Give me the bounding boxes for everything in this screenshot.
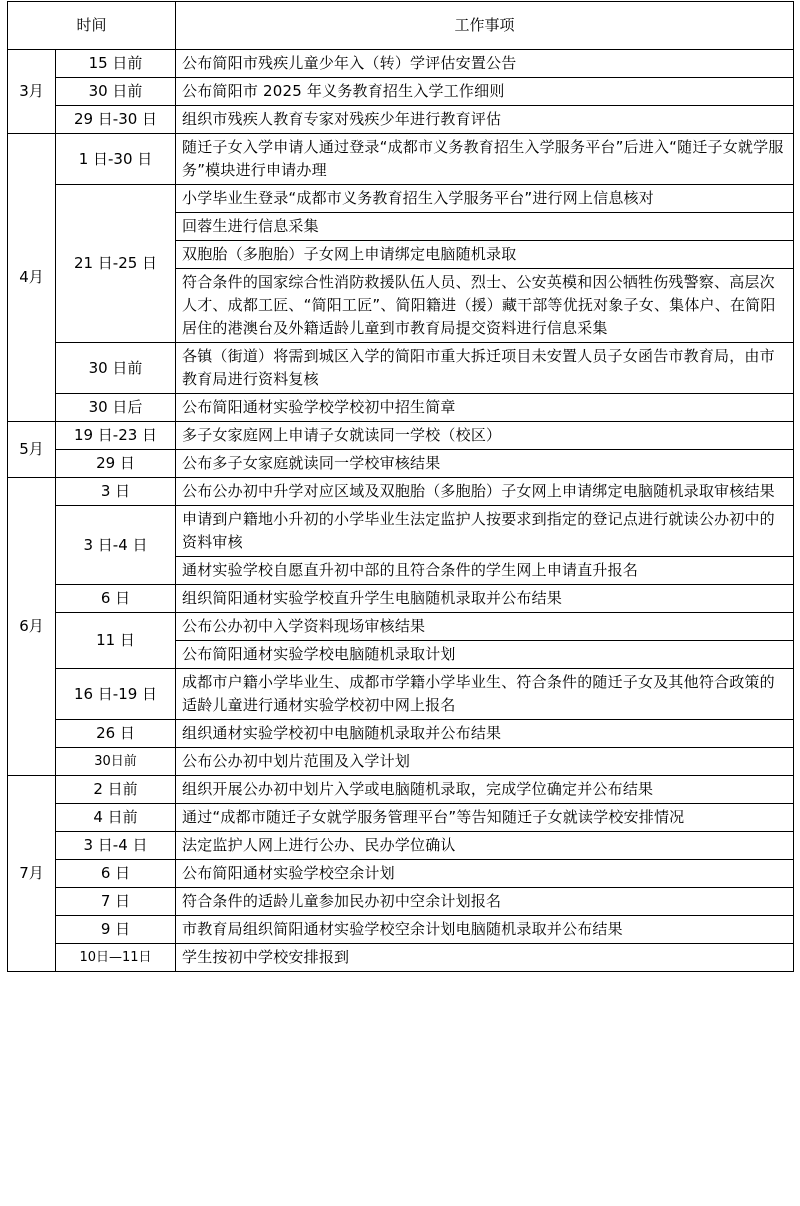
item-cell: 市教育局组织简阳通材实验学校空余计划电脑随机录取并公布结果 xyxy=(176,916,794,944)
item-cell: 公布公办初中划片范围及入学计划 xyxy=(176,748,794,776)
item-cell: 公布多子女家庭就读同一学校审核结果 xyxy=(176,450,794,478)
item-cell: 多子女家庭网上申请子女就读同一学校（校区） xyxy=(176,422,794,450)
item-cell: 组织简阳通材实验学校直升学生电脑随机录取并公布结果 xyxy=(176,585,794,613)
item-cell: 各镇（街道）将需到城区入学的简阳市重大拆迁项目未安置人员子女函告市教育局，由市教育局进行资料复核 xyxy=(176,343,794,394)
item-cell: 法定监护人网上进行公办、民办学位确认 xyxy=(176,832,794,860)
item-cell: 组织通材实验学校初中电脑随机录取并公布结果 xyxy=(176,720,794,748)
schedule-table xyxy=(7,1,794,972)
table-row xyxy=(8,394,794,422)
item-cell: 成都市户籍小学毕业生、成都市学籍小学毕业生、符合条件的随迁子女及其他符合政策的适龄儿童进行通材实验学校初中网上报名 xyxy=(176,669,794,720)
table-row xyxy=(8,944,794,972)
month-cell: 5月 xyxy=(8,422,56,478)
table-row xyxy=(8,106,794,134)
table-row xyxy=(8,506,794,557)
table-row xyxy=(8,748,794,776)
item-cell: 回蓉生进行信息采集 xyxy=(176,213,794,241)
schedule-body xyxy=(8,2,794,972)
date-cell: 26 日 xyxy=(56,720,176,748)
table-row xyxy=(8,916,794,944)
date-cell: 30 日前 xyxy=(56,78,176,106)
date-cell: 29 日 xyxy=(56,450,176,478)
header-row xyxy=(8,2,794,50)
date-cell: 16 日-19 日 xyxy=(56,669,176,720)
item-cell: 学生按初中学校安排报到 xyxy=(176,944,794,972)
item-cell: 公布简阳通材实验学校空余计划 xyxy=(176,860,794,888)
table-row xyxy=(8,720,794,748)
month-cell: 3月 xyxy=(8,50,56,134)
date-cell: 7 日 xyxy=(56,888,176,916)
table-row xyxy=(8,78,794,106)
header-time: 时间 xyxy=(8,2,176,50)
table-row xyxy=(8,613,794,641)
date-cell: 2 日前 xyxy=(56,776,176,804)
date-cell: 4 日前 xyxy=(56,804,176,832)
table-row xyxy=(8,422,794,450)
date-cell: 9 日 xyxy=(56,916,176,944)
item-cell: 随迁子女入学申请人通过登录“成都市义务教育招生入学服务平台”后进入“随迁子女就学服务”模块进行申请办理 xyxy=(176,134,794,185)
table-row xyxy=(8,343,794,394)
table-row xyxy=(8,450,794,478)
table-row xyxy=(8,134,794,185)
month-cell: 4月 xyxy=(8,134,56,422)
item-cell: 双胞胎（多胞胎）子女网上申请绑定电脑随机录取 xyxy=(176,241,794,269)
date-cell: 30 日后 xyxy=(56,394,176,422)
item-cell: 符合条件的适龄儿童参加民办初中空余计划报名 xyxy=(176,888,794,916)
date-cell: 30日前 xyxy=(56,748,176,776)
item-cell: 组织开展公办初中划片入学或电脑随机录取，完成学位确定并公布结果 xyxy=(176,776,794,804)
table-row xyxy=(8,478,794,506)
item-cell: 公布简阳市残疾儿童少年入（转）学评估安置公告 xyxy=(176,50,794,78)
table-row xyxy=(8,860,794,888)
item-cell: 小学毕业生登录“成都市义务教育招生入学服务平台”进行网上信息核对 xyxy=(176,185,794,213)
table-row xyxy=(8,804,794,832)
item-cell: 公布简阳通材实验学校学校初中招生简章 xyxy=(176,394,794,422)
month-cell: 7月 xyxy=(8,776,56,972)
date-cell: 30 日前 xyxy=(56,343,176,394)
item-cell: 公布公办初中升学对应区域及双胞胎（多胞胎）子女网上申请绑定电脑随机录取审核结果 xyxy=(176,478,794,506)
item-cell: 公布公办初中入学资料现场审核结果 xyxy=(176,613,794,641)
date-cell: 19 日-23 日 xyxy=(56,422,176,450)
item-cell: 公布简阳通材实验学校电脑随机录取计划 xyxy=(176,641,794,669)
date-cell: 15 日前 xyxy=(56,50,176,78)
header-item: 工作事项 xyxy=(176,2,794,50)
item-cell: 组织市残疾人教育专家对残疾少年进行教育评估 xyxy=(176,106,794,134)
table-row xyxy=(8,585,794,613)
table-row xyxy=(8,185,794,213)
date-cell: 29 日-30 日 xyxy=(56,106,176,134)
item-cell: 通材实验学校自愿直升初中部的且符合条件的学生网上申请直升报名 xyxy=(176,557,794,585)
table-row xyxy=(8,832,794,860)
table-row xyxy=(8,776,794,804)
month-cell: 6月 xyxy=(8,478,56,776)
item-cell: 符合条件的国家综合性消防救援队伍人员、烈士、公安英模和因公牺牲伤残警察、高层次人才、成都工匠、“简阳工匠”、简阳籍进（援）藏干部等优抚对象子女、集体户、在简阳居住的港澳台及外籍适龄儿童到市教育局提交资料进行信息采集 xyxy=(176,269,794,343)
table-row xyxy=(8,50,794,78)
date-cell: 10日—11日 xyxy=(56,944,176,972)
date-cell: 11 日 xyxy=(56,613,176,669)
date-cell: 6 日 xyxy=(56,585,176,613)
date-cell: 21 日-25 日 xyxy=(56,185,176,343)
date-cell: 6 日 xyxy=(56,860,176,888)
date-cell: 3 日-4 日 xyxy=(56,832,176,860)
date-cell: 3 日 xyxy=(56,478,176,506)
item-cell: 申请到户籍地小升初的小学毕业生法定监护人按要求到指定的登记点进行就读公办初中的资料审核 xyxy=(176,506,794,557)
item-cell: 通过“成都市随迁子女就学服务管理平台”等告知随迁子女就读学校安排情况 xyxy=(176,804,794,832)
date-cell: 1 日-30 日 xyxy=(56,134,176,185)
table-row xyxy=(8,888,794,916)
table-row xyxy=(8,669,794,720)
date-cell: 3 日-4 日 xyxy=(56,506,176,585)
item-cell: 公布简阳市 2025 年义务教育招生入学工作细则 xyxy=(176,78,794,106)
